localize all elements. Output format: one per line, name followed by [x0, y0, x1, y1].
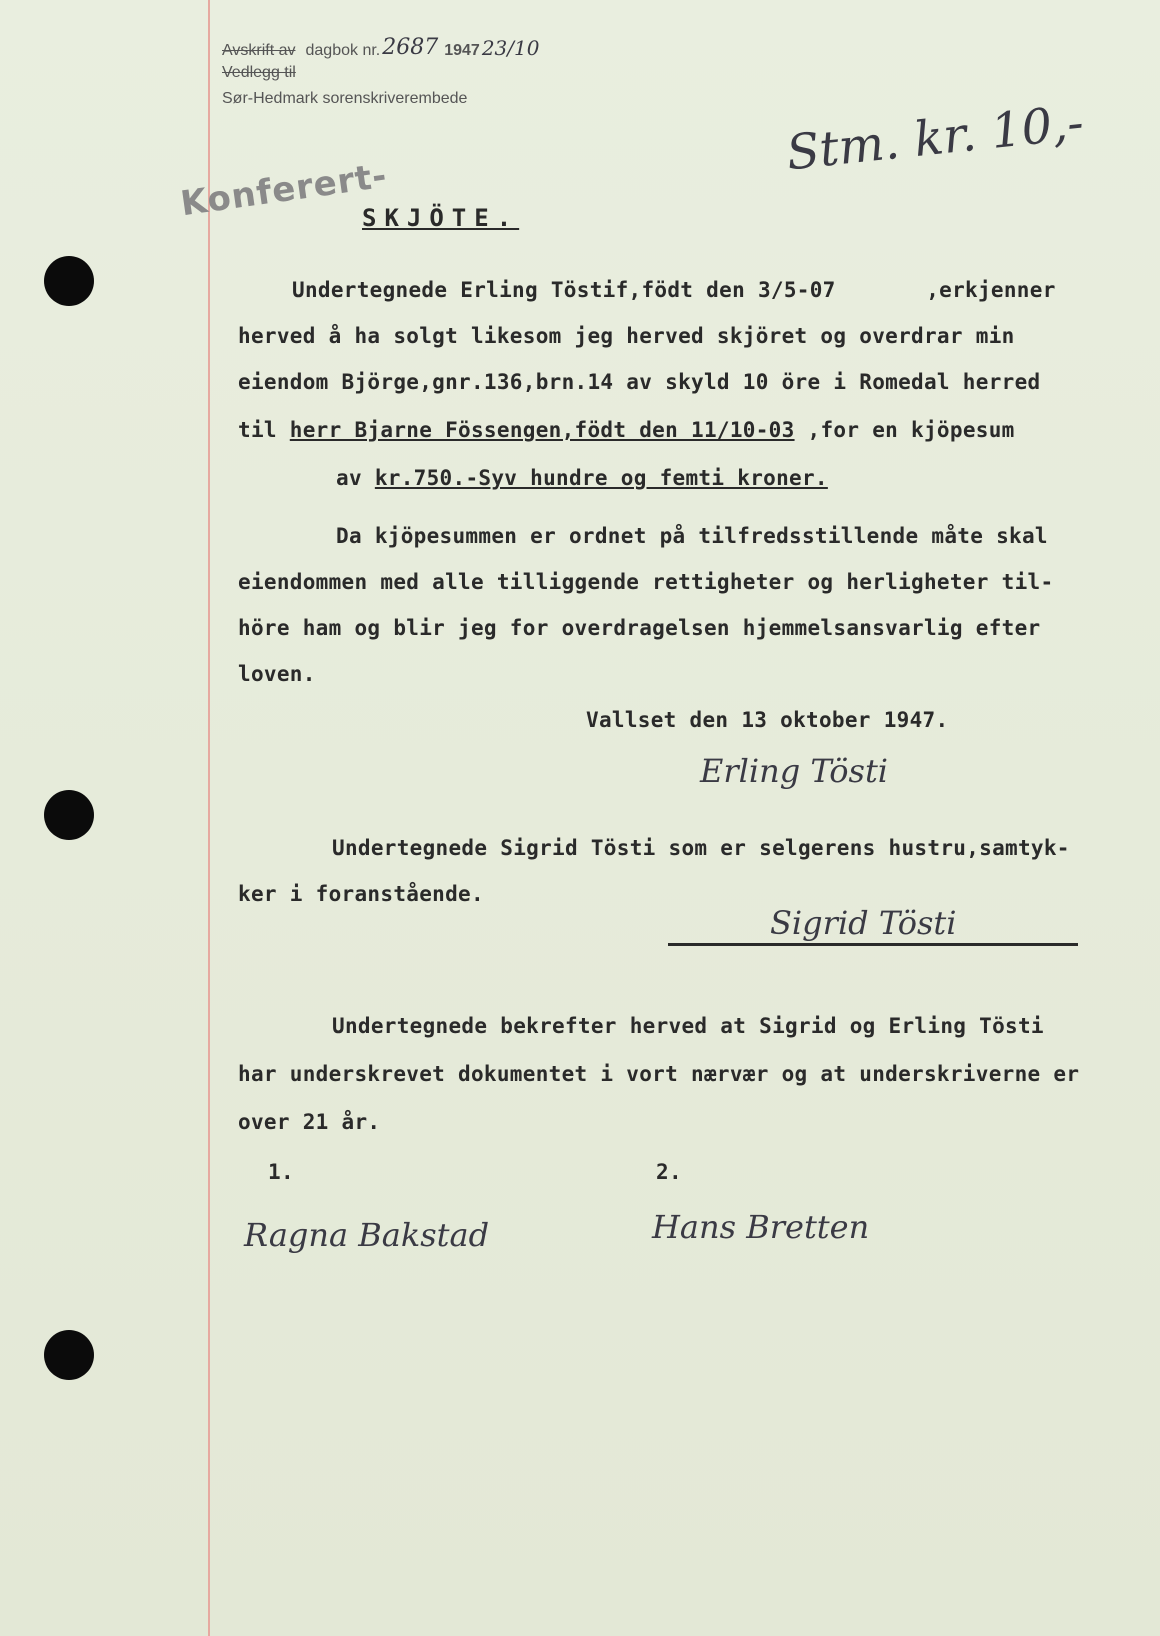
text-fragment: til [238, 418, 290, 442]
body-line: ker i foranstående. [238, 882, 484, 906]
body-line: har underskrevet dokumentet i vort nærvær og at underskriverne er [238, 1062, 1080, 1086]
margin-rule [208, 0, 210, 1636]
header-struck-text: Vedlegg til [222, 64, 296, 81]
body-line: höre ham og blir jeg for overdragelsen hjemmelsansvarlig efter [238, 616, 1041, 640]
body-line: eiendommen med alle tilliggende rettigheter og herligheter til- [238, 570, 1054, 594]
body-line: Undertegnede Erling Töstif,födt den 3/5-07 ,erkjenner [292, 278, 1056, 302]
body-line: Undertegnede bekrefter herved at Sigrid og Erling Tösti [332, 1014, 1044, 1038]
registry-header [222, 35, 540, 108]
seller-signature: Erling Tösti [700, 752, 889, 790]
body-line [238, 418, 1015, 442]
text-fragment: av [336, 466, 375, 490]
punch-hole [44, 256, 94, 306]
body-line: loven. [238, 662, 316, 686]
witness-number: 2. [656, 1160, 682, 1184]
office-name: Sør-Hedmark sorenskriverembede [222, 90, 468, 107]
buyer-name: herr Bjarne Fössengen,födt den 11/10-03 [289, 418, 795, 442]
purchase-price: kr.750.-Syv hundre og femti kroner. [374, 466, 828, 490]
text-fragment: ,for en kjöpesum [794, 418, 1015, 442]
wife-signature: Sigrid Tösti [770, 904, 957, 942]
konferert-stamp: Konferert- [178, 155, 390, 225]
header-struck-text: Avskrift av [222, 42, 296, 59]
stamp-fee-note: Stm. kr. 10,- [783, 94, 1087, 182]
body-line: eiendom Björge,gnr.136,brn.14 av skyld 10 öre i Romedal herred [238, 370, 1041, 394]
place-date: Vallset den 13 oktober 1947. [586, 708, 949, 732]
witness1-signature: Ragna Bakstad [244, 1216, 490, 1254]
punch-hole [44, 790, 94, 840]
dagbok-number: 2687 [382, 35, 439, 60]
body-line: Da kjöpesummen er ordnet på tilfredsstillende måte skal [336, 524, 1048, 548]
body-line: over 21 år. [238, 1110, 381, 1134]
dagbok-date: 23/10 [481, 36, 540, 60]
body-line [336, 466, 828, 490]
body-line: Undertegnede Sigrid Tösti som er selgerens hustru,samtyk- [332, 836, 1070, 860]
document-title: SKJÖTE. [362, 204, 520, 232]
witness2-signature: Hans Bretten [652, 1208, 870, 1246]
dagbok-year: 1947 [444, 42, 480, 59]
body-line: herved å ha solgt likesom jeg herved skjöret og overdrar min [238, 324, 1015, 348]
signature-line [668, 943, 1078, 946]
witness-number: 1. [268, 1160, 294, 1184]
punch-hole [44, 1330, 94, 1380]
dagbok-label: dagbok nr. [305, 42, 381, 59]
